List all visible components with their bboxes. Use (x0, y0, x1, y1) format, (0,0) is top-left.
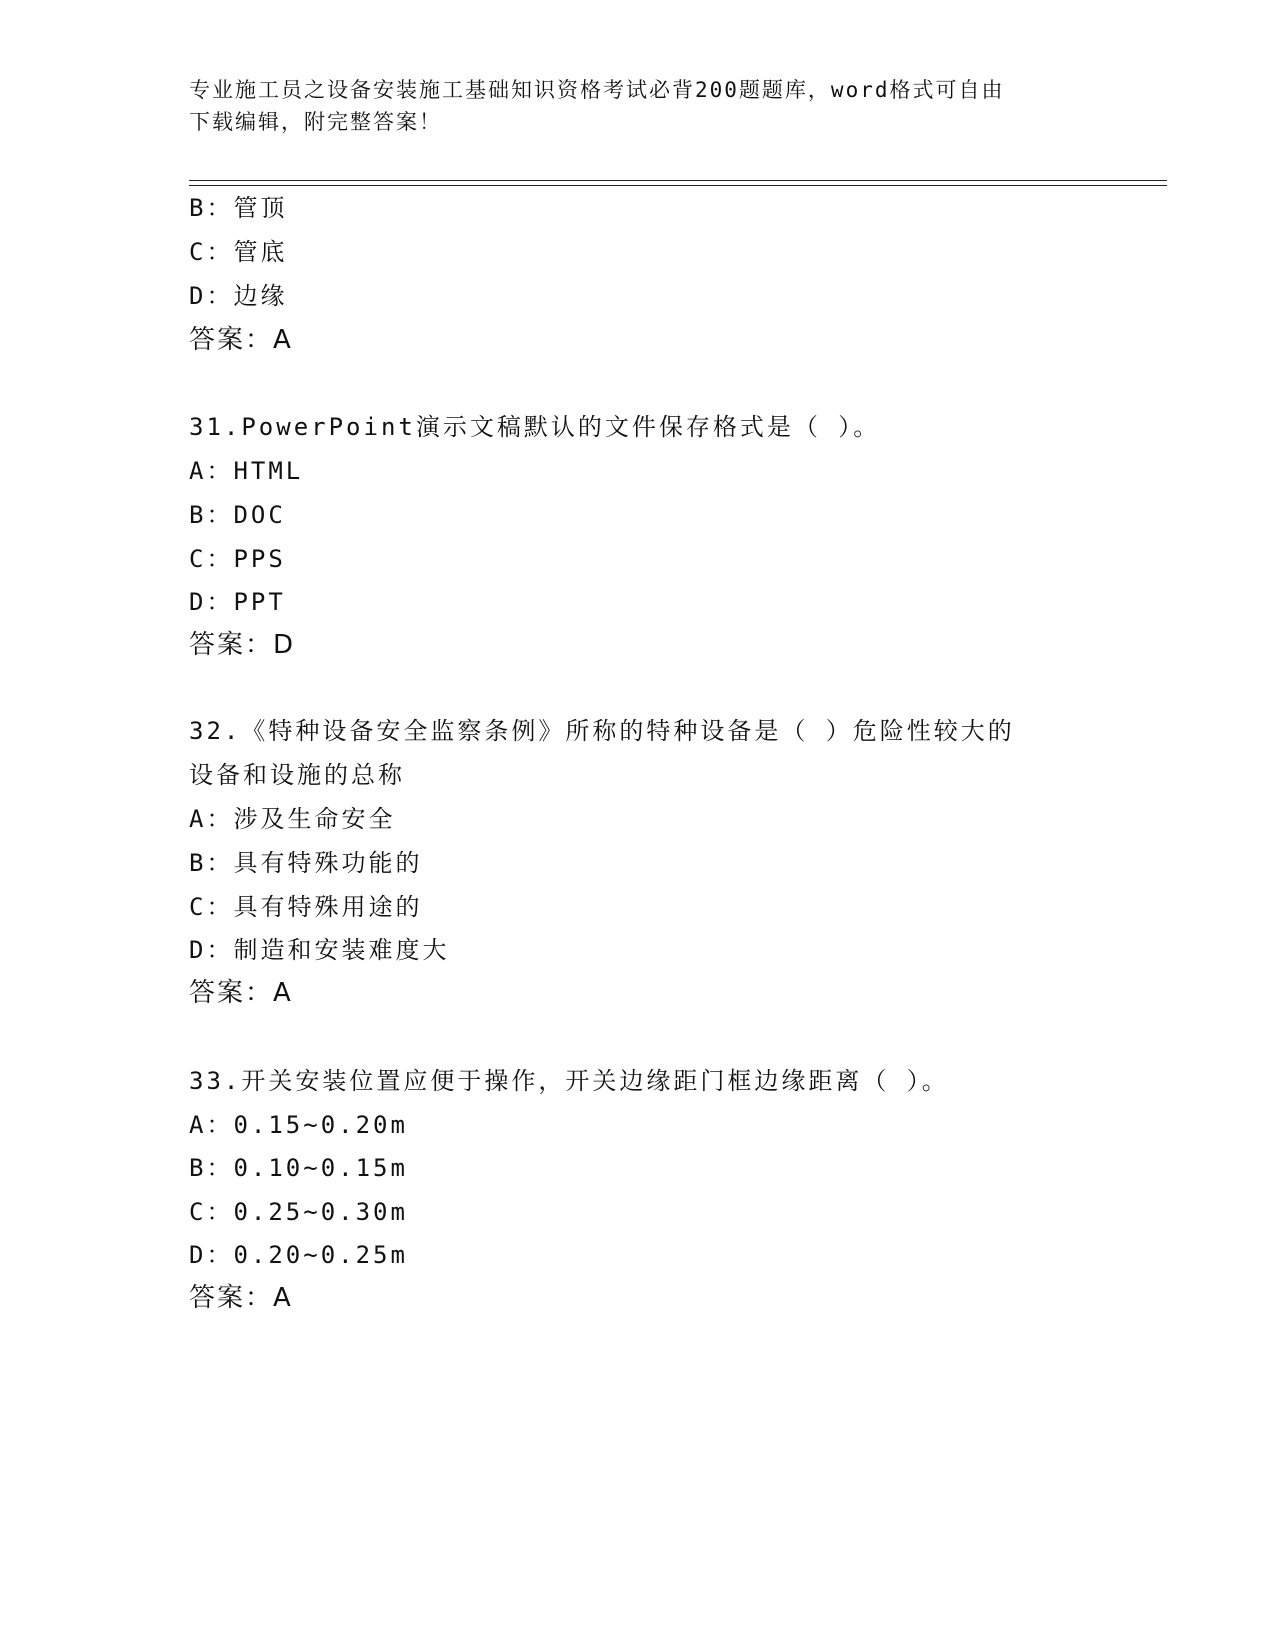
q31-answer: 答案：D (189, 630, 296, 660)
q33-option-b: B：0.10~0.15m (189, 1154, 408, 1182)
q31-option-a: A：HTML (189, 457, 304, 485)
q31-option-b: B：DOC (189, 501, 286, 529)
q33-option-a: A：0.15~0.20m (189, 1111, 408, 1139)
header-line-1: 专业施工员之设备安装施工基础知识资格考试必背200题题库，word格式可自由 (189, 78, 1005, 102)
header-divider-bottom (189, 185, 1167, 186)
q30-option-d: D：边缘 (189, 282, 288, 310)
header-line-2: 下载编辑，附完整答案！ (189, 110, 442, 134)
q31-option-d: D：PPT (189, 588, 286, 616)
q30-option-c: C：管底 (189, 238, 288, 266)
q32-stem-line-1: 32.《特种设备安全监察条例》所称的特种设备是（ ）危险性较大的 (189, 717, 1015, 745)
q32-option-a: A：涉及生命安全 (189, 805, 396, 833)
q30-option-b: B：管顶 (189, 194, 288, 222)
q33-option-d: D：0.20~0.25m (189, 1241, 408, 1269)
q33-answer: 答案：A (189, 1283, 293, 1313)
q30-answer: 答案：A (189, 325, 293, 355)
q31-stem: 31.PowerPoint演示文稿默认的文件保存格式是（ ）。 (189, 413, 881, 441)
header-divider-top (189, 180, 1167, 181)
q32-option-d: D：制造和安装难度大 (189, 936, 450, 964)
q32-option-b: B：具有特殊功能的 (189, 849, 423, 877)
q33-stem: 33.开关安装位置应便于操作，开关边缘距门框边缘距离（ ）。 (189, 1067, 949, 1095)
q32-answer: 答案：A (189, 978, 293, 1008)
q31-option-c: C：PPS (189, 545, 286, 573)
q33-option-c: C：0.25~0.30m (189, 1198, 408, 1226)
document-header (189, 74, 1089, 138)
q32-option-c: C：具有特殊用途的 (189, 893, 423, 921)
q32-stem-line-2: 设备和设施的总称 (189, 761, 405, 789)
